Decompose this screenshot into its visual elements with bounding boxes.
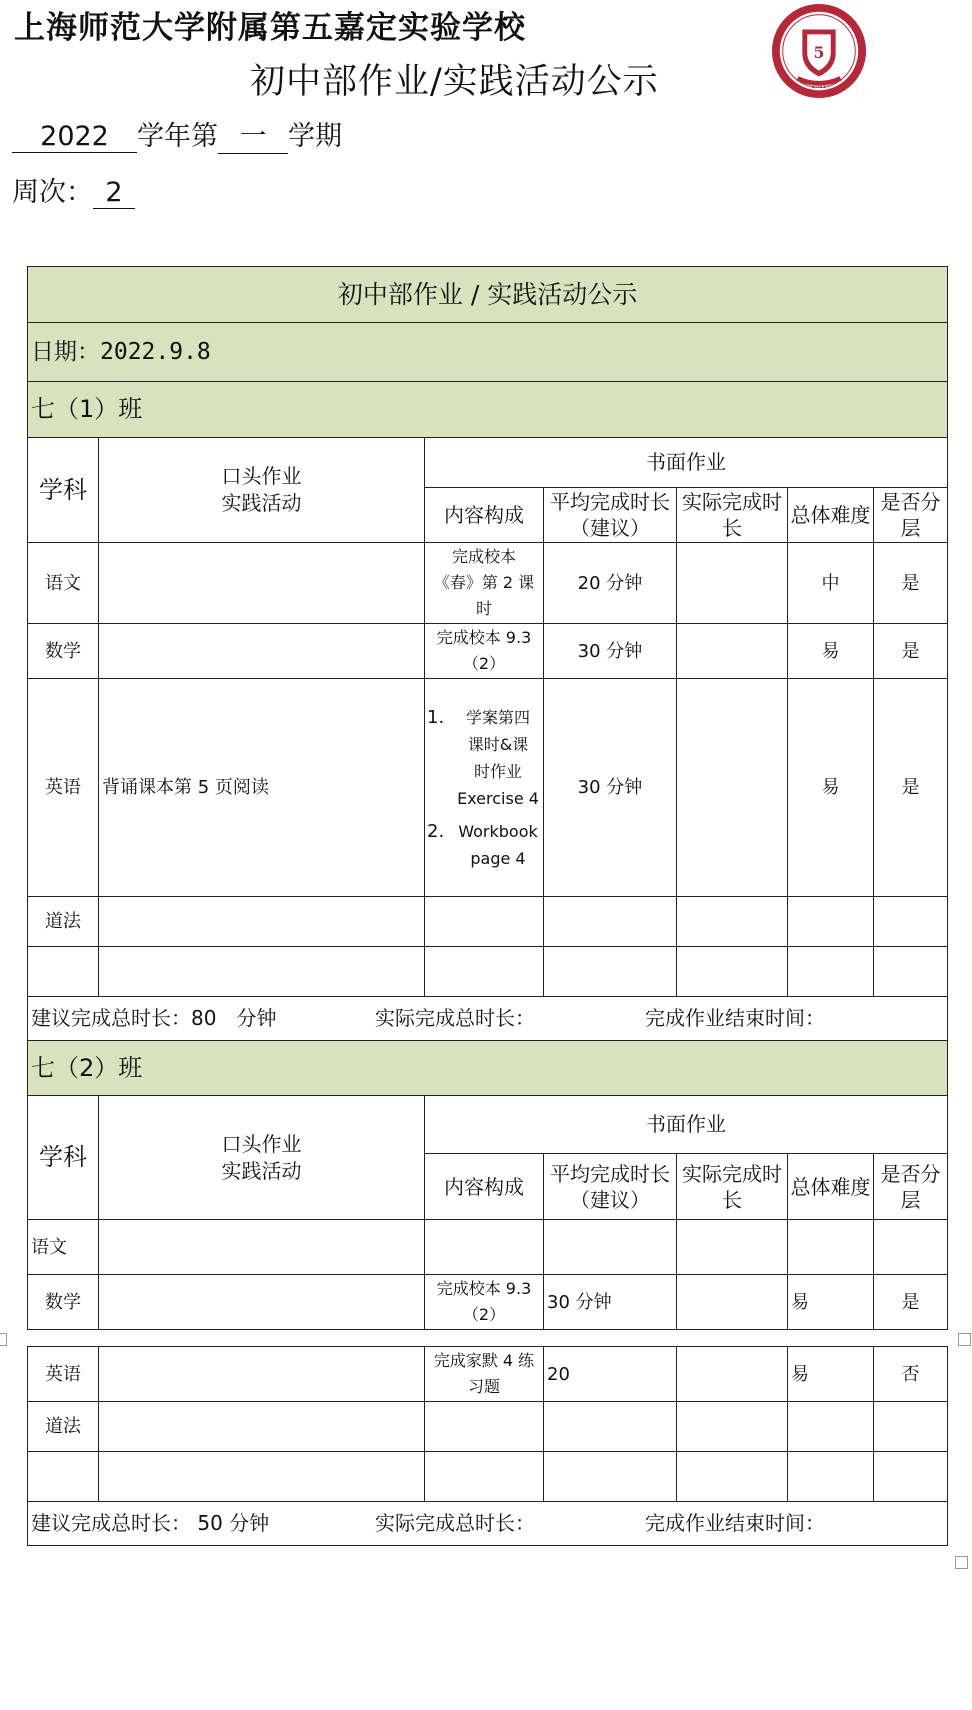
item-line: 课时&课 (467, 734, 529, 754)
oral-cell: 背诵课本第 5 页阅读 (99, 679, 425, 897)
tiered-cell: 否 (874, 1347, 948, 1402)
content-header: 内容构成 (425, 488, 544, 543)
actual-time-cell (677, 1275, 788, 1330)
content-cell (425, 624, 544, 679)
page-break-marker (958, 1333, 971, 1346)
list-item (425, 818, 543, 872)
homework-table (27, 266, 948, 1330)
item-line: Exercise 4 (457, 788, 539, 808)
subject-cell: 道法 (28, 897, 99, 947)
oral-header (99, 1096, 425, 1220)
oral-cell (99, 947, 425, 997)
header-row (28, 1096, 948, 1154)
tiered-cell: 是 (874, 1275, 948, 1330)
summary-row (28, 997, 948, 1041)
actual-time-cell (677, 1452, 788, 1502)
actual-total: 实际完成总时长： (375, 1006, 535, 1030)
difficulty-cell (788, 1452, 874, 1502)
homework-table-continued (27, 1346, 948, 1546)
oral-cell (99, 897, 425, 947)
difficulty-header: 总体难度 (788, 488, 874, 543)
table-row (28, 679, 948, 897)
avg-time-header-line2: （建议） (570, 1187, 650, 1212)
school-name: 上海师范大学附属第五嘉定实验学校 (14, 10, 526, 46)
class-name: 七（2）班 (28, 1041, 948, 1096)
actual-time-cell (677, 1402, 788, 1452)
actual-time-cell (677, 947, 788, 997)
tiered-cell (874, 1220, 948, 1275)
header-row (28, 438, 948, 488)
oral-cell (99, 1452, 425, 1502)
content-cell (425, 947, 544, 997)
written-header: 书面作业 (425, 438, 948, 488)
date-text: 日期：2022.9.8 (28, 323, 948, 382)
oral-cell (99, 1275, 425, 1330)
content-line: 完成家默 4 练 (433, 1351, 535, 1370)
svg-text:5: 5 (813, 42, 825, 62)
actual-time-cell (677, 679, 788, 897)
difficulty-cell: 易 (788, 624, 874, 679)
term-line (12, 114, 342, 154)
end-time: 完成作业结束时间： (645, 1006, 825, 1030)
avg-time-cell (544, 897, 677, 947)
year-value: 2022 (12, 121, 137, 153)
difficulty-cell: 中 (788, 543, 874, 624)
avg-time-cell (544, 1452, 677, 1502)
content-line: 《春》第 2 课 (433, 573, 535, 592)
summary-cell (28, 997, 948, 1041)
oral-cell (99, 1347, 425, 1402)
subject-cell: 英语 (28, 679, 99, 897)
written-header: 书面作业 (425, 1096, 948, 1154)
item-line: 学案第四 (465, 707, 530, 727)
table-row (28, 624, 948, 679)
table-row (28, 897, 948, 947)
content-cell (425, 897, 544, 947)
difficulty-cell (788, 947, 874, 997)
suggested-total: 建议完成总时长：80 分钟 (31, 1006, 277, 1030)
document-title: 初中部作业/实践活动公示 (250, 62, 659, 102)
difficulty-cell: 易 (788, 679, 874, 897)
subject-cell (28, 947, 99, 997)
table-row (28, 1402, 948, 1452)
actual-time-cell (677, 1220, 788, 1275)
list-item (425, 704, 543, 812)
oral-header-line2: 实践活动 (221, 1158, 302, 1183)
week-label: 周次： (12, 177, 93, 208)
item-number: 2. (427, 820, 445, 842)
difficulty-cell: 易 (788, 1347, 874, 1402)
tiered-cell (874, 1452, 948, 1502)
difficulty-cell (788, 897, 874, 947)
tiered-header-line1: 是否分 (880, 1161, 941, 1186)
year-label: 学年第 (137, 121, 218, 152)
tiered-header-line2: 层 (900, 516, 921, 540)
tiered-header (874, 1154, 948, 1220)
subject-cell: 英语 (28, 1347, 99, 1402)
actual-time-header-line2: 长 (722, 516, 742, 540)
content-line: 时 (475, 599, 492, 618)
difficulty-cell (788, 1220, 874, 1275)
table-row (28, 1220, 948, 1275)
content-line: （2） (462, 654, 506, 673)
avg-time-header (544, 488, 677, 543)
actual-time-cell (677, 624, 788, 679)
item-line: page 4 (470, 848, 526, 868)
tiered-cell (874, 1402, 948, 1452)
table-row (28, 1275, 948, 1330)
content-cell (425, 1275, 544, 1330)
tiered-cell: 是 (874, 543, 948, 624)
avg-time-header-line1: 平均完成时长 (550, 490, 670, 514)
subject-header: 学科 (28, 438, 99, 543)
table-resize-handle[interactable] (955, 1556, 968, 1569)
actual-time-header-line2: 长 (722, 1187, 742, 1212)
content-cell (425, 1402, 544, 1452)
table-row (28, 543, 948, 624)
tiered-cell: 是 (874, 679, 948, 897)
week-value: 2 (93, 177, 135, 209)
content-line: 完成校本 9.3 (436, 628, 532, 647)
content-cell (425, 543, 544, 624)
school-seal-logo (770, 2, 868, 100)
class-row (28, 382, 948, 438)
tiered-cell: 是 (874, 624, 948, 679)
oral-cell (99, 1220, 425, 1275)
difficulty-cell (788, 1402, 874, 1452)
avg-time-cell (544, 1220, 677, 1275)
oral-header-line1: 口头作业 (221, 1131, 302, 1156)
svg-text:2021: 2021 (811, 84, 827, 91)
subject-cell: 数学 (28, 624, 99, 679)
avg-time-cell: 30 分钟 (544, 1275, 677, 1330)
avg-time-header (544, 1154, 677, 1220)
actual-time-header (677, 488, 788, 543)
subject-cell: 道法 (28, 1402, 99, 1452)
avg-time-header-line1: 平均完成时长 (550, 1161, 670, 1186)
actual-time-cell (677, 897, 788, 947)
class-row (28, 1041, 948, 1096)
difficulty-cell: 易 (788, 1275, 874, 1330)
week-line (12, 170, 135, 209)
content-line: 完成校本 9.3 (436, 1279, 532, 1298)
oral-header-line1: 口头作业 (221, 464, 302, 488)
content-cell (425, 1220, 544, 1275)
content-list (425, 704, 543, 872)
avg-time-cell (544, 947, 677, 997)
date-row (28, 323, 948, 382)
table-row (28, 1452, 948, 1502)
oral-cell (99, 624, 425, 679)
semester-label: 学期 (288, 121, 342, 152)
suggested-total: 建议完成总时长： 50 分钟 (31, 1511, 270, 1535)
actual-time-header (677, 1154, 788, 1220)
subject-cell: 数学 (28, 1275, 99, 1330)
avg-time-header-line2: （建议） (570, 516, 650, 540)
content-cell (425, 679, 544, 897)
end-time: 完成作业结束时间： (645, 1511, 825, 1535)
summary-cell (28, 1502, 948, 1546)
difficulty-header: 总体难度 (788, 1154, 874, 1220)
tiered-cell (874, 897, 948, 947)
tiered-header (874, 488, 948, 543)
avg-time-cell: 30 分钟 (544, 679, 677, 897)
content-cell (425, 1452, 544, 1502)
table-title: 初中部作业 / 实践活动公示 (28, 267, 948, 323)
oral-header (99, 438, 425, 543)
class-name: 七（1）班 (28, 382, 948, 438)
page-break-marker (0, 1333, 7, 1346)
tiered-cell (874, 947, 948, 997)
content-line: 完成校本 (451, 547, 516, 566)
subject-header: 学科 (28, 1096, 99, 1220)
content-cell (425, 1347, 544, 1402)
oral-header-line2: 实践活动 (221, 491, 302, 515)
actual-time-cell (677, 543, 788, 624)
avg-time-cell: 20 (544, 1347, 677, 1402)
avg-time-cell: 30 分钟 (544, 624, 677, 679)
content-line: （2） (462, 1305, 506, 1324)
actual-total: 实际完成总时长： (375, 1511, 535, 1535)
summary-row (28, 1502, 948, 1546)
avg-time-cell (544, 1402, 677, 1452)
item-line: Workbook (458, 821, 538, 841)
actual-time-header-line1: 实际完成时 (682, 490, 782, 514)
avg-time-cell: 20 分钟 (544, 543, 677, 624)
subject-cell (28, 1452, 99, 1502)
table-row (28, 1347, 948, 1402)
item-line: 时作业 (473, 761, 522, 781)
subject-cell: 语文 (28, 543, 99, 624)
table-row (28, 947, 948, 997)
actual-time-header-line1: 实际完成时 (682, 1161, 782, 1186)
subject-cell: 语文 (28, 1220, 99, 1275)
content-header: 内容构成 (425, 1154, 544, 1220)
tiered-header-line1: 是否分 (880, 490, 941, 514)
content-line: 习题 (467, 1377, 500, 1396)
table-title-row (28, 267, 948, 323)
semester-value: 一 (218, 114, 288, 154)
actual-time-cell (677, 1347, 788, 1402)
tiered-header-line2: 层 (900, 1187, 921, 1212)
item-number: 1. (427, 706, 445, 728)
oral-cell (99, 1402, 425, 1452)
oral-cell (99, 543, 425, 624)
